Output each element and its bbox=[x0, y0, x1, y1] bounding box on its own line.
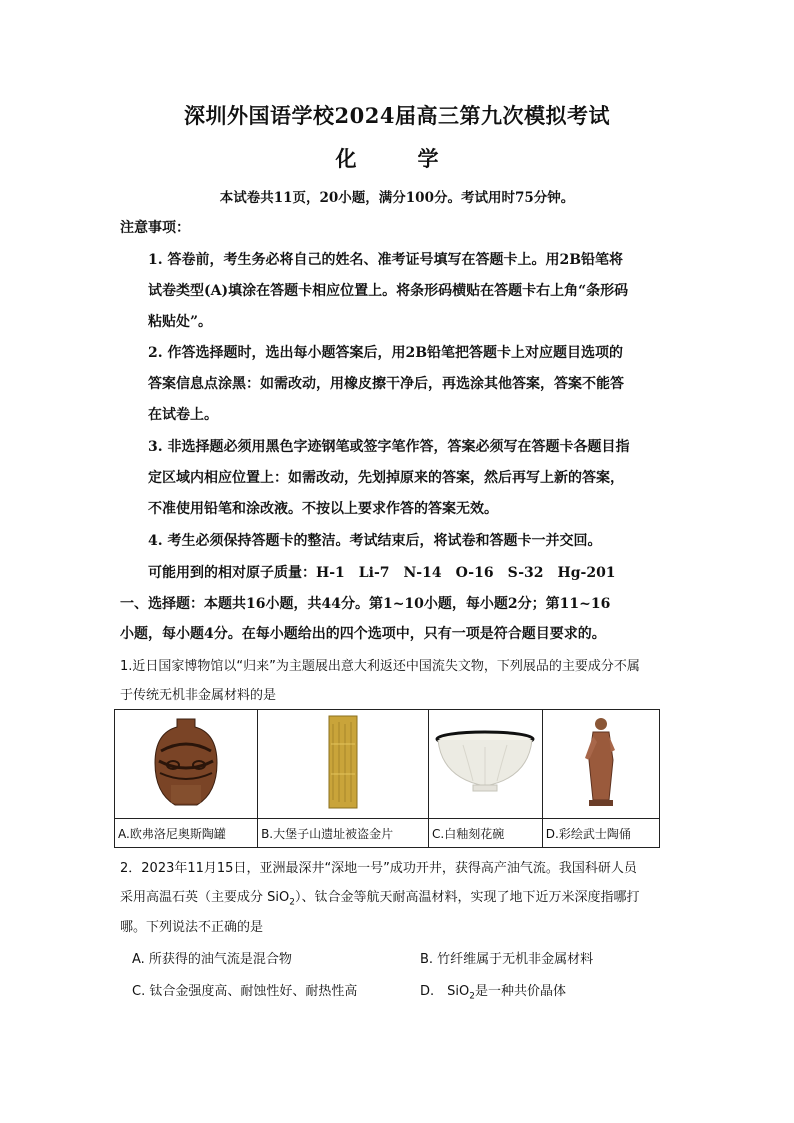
notice-line: 4. 考生必须保持答题卡的整洁。考试结束后，将试卷和答题卡一并交回。 bbox=[148, 533, 602, 549]
atomic-masses: 可能用到的相对原子质量：H-1 Li-7 N-14 O-16 S-32 Hg-201 bbox=[148, 565, 616, 581]
notice-line: 答案信息点涂黑：如需改动，用橡皮擦干净后，再选涂其他答案，答案不能答 bbox=[148, 376, 624, 392]
gold-sheet-icon bbox=[258, 710, 429, 819]
notice-line: 在试卷上。 bbox=[148, 407, 218, 423]
question-2-option-a: A. 所获得的油气流是混合物 bbox=[132, 952, 292, 967]
question-1-option-a: A.欧弗洛尼奥斯陶罐 bbox=[115, 819, 258, 848]
exam-title: 深圳外国语学校2024届高三第九次模拟考试 bbox=[184, 103, 610, 128]
pottery-jar-icon bbox=[115, 710, 258, 819]
notice-line: 定区域内相应位置上：如需改动，先划掉原来的答案，然后再写上新的答案， bbox=[148, 470, 624, 486]
question-1-option-b: B.大堡子山遗址被盗金片 bbox=[258, 819, 429, 848]
question-2-stem: 2．2023年11月15日，亚洲最深井“深地一号”成功开井，获得高产油气流。我国科研人员 bbox=[120, 861, 637, 876]
question-1-stem-line2: 于传统无机非金属材料的是 bbox=[120, 688, 277, 703]
question-1-image-table bbox=[114, 709, 660, 848]
exam-info: 本试卷共11页，20小题，满分100分。考试用时75分钟。 bbox=[219, 190, 575, 206]
notice-line: 1. 答卷前，考生务必将自己的姓名、准考证号填写在答题卡上。用2B铅笔将 bbox=[148, 252, 624, 268]
section-heading: 一、选择题：本题共16小题，共44分。第1~10小题，每小题2分；第11~16 bbox=[120, 596, 611, 612]
notice-line: 2. 作答选择题时，选出每小题答案后，用2B铅笔把答题卡上对应题目选项的 bbox=[148, 345, 624, 361]
question-1-option-c: C.白釉刻花碗 bbox=[429, 819, 543, 848]
notice-line: 不准使用铅笔和涂改液。不按以上要求作答的答案无效。 bbox=[148, 501, 498, 517]
question-2-option-c: C. 钛合金强度高、耐蚀性好、耐热性高 bbox=[132, 984, 358, 999]
subject-title: 化 学 bbox=[335, 146, 459, 171]
question-2-option-b: B. 竹纤维属于无机非金属材料 bbox=[420, 952, 594, 967]
notice-line: 试卷类型(A)填涂在答题卡相应位置上。将条形码横贴在答题卡右上角“条形码 bbox=[148, 283, 629, 299]
question-2-stem-line2: 采用高温石英（主要成分 SiO$_2$）、钛合金等航天耐高温材料，实现了地下近万米深度指哪打 bbox=[120, 890, 640, 908]
question-2-option-d: D. SiO$_2$是一种共价晶体 bbox=[420, 984, 566, 1002]
notice-heading: 注意事项： bbox=[120, 220, 190, 236]
notice-line: 3. 非选择题必须用黑色字迹钢笔或签字笔作答，答案必须写在答题卡各题目指 bbox=[148, 439, 630, 455]
question-1-stem: 1.近日国家博物馆以“归来”为主题展出意大利返还中国流失文物，下列展品的主要成分不属 bbox=[120, 659, 640, 674]
section-heading-line2: 小题，每小题4分。在每小题给出的四个选项中，只有一项是符合题目要求的。 bbox=[120, 626, 606, 642]
question-1-option-d: D.彩绘武士陶俑 bbox=[542, 819, 659, 848]
warrior-figurine-icon bbox=[542, 710, 659, 819]
question-2-stem-line3: 哪。下列说法不正确的是 bbox=[120, 920, 264, 935]
white-glaze-bowl-icon bbox=[429, 710, 543, 819]
notice-line: 粘贴处”。 bbox=[148, 314, 213, 330]
